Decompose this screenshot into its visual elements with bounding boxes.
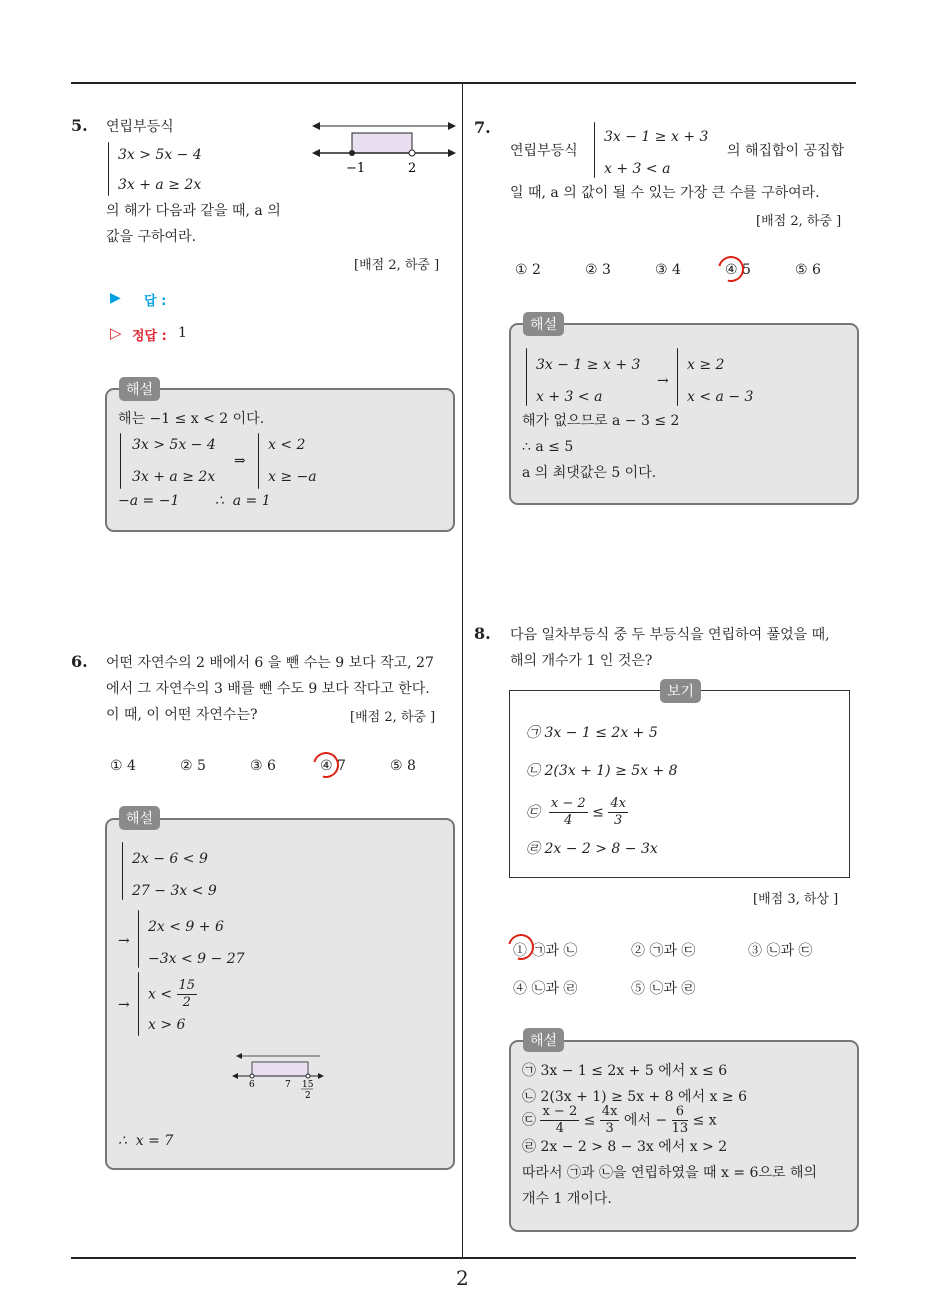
q5-sol-arrow: ⇒ bbox=[234, 453, 246, 469]
q6-sol-s2a: 2x < 9 + 6 bbox=[148, 919, 224, 935]
q8-sol-4: ㉣ 2x − 2 > 8 − 3x 에서 x > 2 bbox=[522, 1139, 728, 1155]
q8-line-2: 해의 개수가 1 인 것은? bbox=[510, 653, 653, 669]
q8-sol-2: ㉡ 2(3x + 1) ≥ 5x + 8 에서 x ≥ 6 bbox=[522, 1089, 747, 1105]
q6-line-2: 에서 그 자연수의 3 배를 뺀 수도 9 보다 작다고 한다. bbox=[106, 681, 430, 697]
q8-option-4[interactable]: ④ ㉡과 ㉣ bbox=[513, 981, 578, 997]
q8-sol-6: 개수 1 개이다. bbox=[522, 1191, 612, 1207]
q5-brace bbox=[108, 142, 109, 196]
q8-item-3-mark: ㉢ bbox=[526, 804, 540, 821]
q6-line-1: 어떤 자연수의 2 배에서 6 을 뺀 수는 9 보다 작고, 27 bbox=[106, 655, 434, 671]
q6-arrow-2: → bbox=[118, 997, 130, 1013]
q8-option-3[interactable]: ③ ㉡과 ㉢ bbox=[748, 943, 813, 959]
q8-option-2[interactable]: ② ㉠과 ㉢ bbox=[631, 943, 696, 959]
q7-stem-1: 연립부등식 bbox=[510, 143, 578, 159]
q7-option-3[interactable]: ③ 4 bbox=[655, 262, 681, 278]
q6-sol-s2b: −3x < 9 − 27 bbox=[148, 951, 245, 967]
q5-number-line bbox=[310, 118, 460, 178]
q8-item-4: ㉣ 2x − 2 > 8 − 3x bbox=[526, 841, 658, 857]
q5-correct-value: 1 bbox=[178, 325, 187, 341]
q8-number: 8. bbox=[474, 624, 491, 643]
play-icon: ▶ bbox=[110, 290, 121, 306]
q7-sol-4: ∴ a ≤ 5 bbox=[522, 439, 574, 455]
q8-sol-3: ㉢ $\frac{x - 2}{4}$ ≤ $\frac{4x}{3}$ 에서 − $\frac{6}{13}$ ≤ x bbox=[522, 1104, 717, 1136]
q7-number: 7. bbox=[474, 118, 491, 137]
q6-option-4[interactable]: ④ 7 bbox=[320, 758, 346, 774]
q7-option-5[interactable]: ⑤ 6 bbox=[795, 262, 821, 278]
q5-ineq-1: 3x > 5x − 4 bbox=[118, 147, 202, 163]
q6-sol-s3a-frac: $\frac{15}{2}$ bbox=[178, 978, 196, 1010]
q5-nl-left-label: −1 bbox=[346, 161, 366, 176]
bottom-rule bbox=[71, 1257, 856, 1259]
q6-solution-tag: 해설 bbox=[119, 806, 160, 830]
q5-sol-brace-left bbox=[120, 433, 121, 489]
q5-sol-1: 해는 −1 ≤ x < 2 이다. bbox=[118, 411, 265, 427]
q6-sol-s3b: x > 6 bbox=[148, 1017, 186, 1033]
q6-selected-circle bbox=[308, 747, 344, 783]
q5-correct-label: 정답 : bbox=[132, 329, 167, 344]
q5-nl-right-label: 2 bbox=[408, 161, 417, 176]
q6-option-5[interactable]: ⑤ 8 bbox=[390, 758, 416, 774]
q5-answer-label: 답 : bbox=[144, 294, 167, 309]
q6-nl-label-7: 7 bbox=[285, 1080, 291, 1090]
q5-number: 5. bbox=[71, 116, 88, 135]
q8-item-1: ㉠ 3x − 1 ≤ 2x + 5 bbox=[526, 725, 658, 741]
q6-sol-brace-3 bbox=[138, 972, 139, 1036]
q7-stem-3: 일 때, a 의 값이 될 수 있는 가장 큰 수를 구하여라. bbox=[510, 185, 820, 201]
q6-nl-label-15: 15 bbox=[302, 1080, 314, 1090]
q7-sol-arrow: → bbox=[657, 373, 669, 389]
q6-sol-s3a bbox=[148, 978, 197, 1011]
q6-score: [배점 2, 하중 ] bbox=[350, 710, 436, 725]
q5-stem-3: 값을 구하여라. bbox=[106, 229, 197, 245]
q6-option-1[interactable]: ① 4 bbox=[110, 758, 136, 774]
q7-option-1[interactable]: ① 2 bbox=[515, 262, 541, 278]
q5-score: [배점 2, 하중 ] bbox=[354, 258, 440, 273]
q7-option-2[interactable]: ② 3 bbox=[585, 262, 611, 278]
q5-stem-2: 의 해가 다음과 같을 때, a 의 bbox=[106, 203, 281, 219]
q7-sol-5: a 의 최댓값은 5 이다. bbox=[522, 465, 657, 481]
q8-option-5[interactable]: ⑤ ㉡과 ㉣ bbox=[631, 981, 696, 997]
q7-sol-brace-left bbox=[526, 348, 527, 406]
column-divider bbox=[462, 84, 463, 1258]
q7-ineq-1: 3x − 1 ≥ x + 3 bbox=[604, 129, 709, 145]
q5-sol-b2: x ≥ −a bbox=[268, 469, 317, 485]
q8-bogi-tag: 보기 bbox=[660, 679, 701, 703]
q7-sol-a2: x + 3 < a bbox=[536, 389, 603, 405]
q6-number: 6. bbox=[71, 652, 88, 671]
q7-sol-3: 해가 없으므로 a − 3 ≤ 2 bbox=[522, 413, 680, 429]
q8-option-1[interactable]: ① ㉠과 ㉡ bbox=[513, 943, 578, 959]
q8-item-2: ㉡ 2(3x + 1) ≥ 5x + 8 bbox=[526, 763, 678, 779]
q6-sol-s1b: 27 − 3x < 9 bbox=[132, 883, 217, 899]
q6-number-line bbox=[232, 1050, 324, 1100]
q5-ineq-2: 3x + a ≥ 2x bbox=[118, 177, 202, 193]
q6-sol-brace-1 bbox=[122, 842, 123, 900]
q7-stem-2: 의 해집합이 공집합 bbox=[727, 143, 845, 159]
q7-option-4[interactable]: ④ 5 bbox=[725, 262, 751, 278]
q7-brace bbox=[594, 122, 595, 178]
top-rule bbox=[71, 82, 856, 84]
q7-sol-brace-right bbox=[677, 348, 678, 406]
q5-sol-b1: x < 2 bbox=[268, 437, 306, 453]
q6-sol-s1a: 2x − 6 < 9 bbox=[132, 851, 208, 867]
q6-arrow-1: → bbox=[118, 933, 130, 949]
q7-ineq-2: x + 3 < a bbox=[604, 161, 671, 177]
q6-option-2[interactable]: ② 5 bbox=[180, 758, 206, 774]
q8-score: [배점 3, 하상 ] bbox=[753, 892, 839, 907]
q8-item-3: ㉢ $\frac{x - 2}{4}$ ≤ $\frac{4x}{3}$ bbox=[526, 796, 626, 828]
page-number: 2 bbox=[456, 1266, 469, 1290]
q6-line-3: 이 때, 이 어떤 자연수는? bbox=[106, 707, 258, 723]
q7-selected-circle bbox=[713, 251, 749, 287]
q8-sol-5: 따라서 ㉠과 ㉡을 연립하였을 때 x = 6으로 해의 bbox=[522, 1165, 817, 1181]
q5-sol-last: −a = −1 ∴ a = 1 bbox=[118, 493, 271, 509]
q7-sol-b1: x ≥ 2 bbox=[687, 357, 725, 373]
q7-solution-tag: 해설 bbox=[523, 312, 564, 336]
q8-line-1: 다음 일차부등식 중 두 부등식을 연립하여 풀었을 때, bbox=[510, 627, 830, 643]
q8-solution-tag: 해설 bbox=[523, 1028, 564, 1052]
q8-sol-1: ㉠ 3x − 1 ≤ 2x + 5 에서 x ≤ 6 bbox=[522, 1063, 728, 1079]
q5-solution-tag: 해설 bbox=[119, 377, 160, 401]
q6-sol-s3a-left: x < bbox=[148, 986, 173, 1003]
q5-sol-brace-right bbox=[258, 433, 259, 489]
q6-nl-label-6: 6 bbox=[249, 1080, 255, 1090]
q7-sol-b2: x < a − 3 bbox=[687, 389, 754, 405]
q6-sol-brace-2 bbox=[138, 910, 139, 968]
q7-sol-a1: 3x − 1 ≥ x + 3 bbox=[536, 357, 641, 373]
q7-score: [배점 2, 하중 ] bbox=[756, 214, 842, 229]
q6-conclusion: ∴ x = 7 bbox=[118, 1133, 174, 1149]
play-outline-icon: ▷ bbox=[110, 324, 122, 342]
q5-stem-1: 연립부등식 bbox=[106, 119, 174, 135]
q5-sol-a2: 3x + a ≥ 2x bbox=[132, 469, 216, 485]
q5-sol-a1: 3x > 5x − 4 bbox=[132, 437, 216, 453]
q6-nl-label-2: 2 bbox=[305, 1091, 311, 1100]
q6-option-3[interactable]: ③ 6 bbox=[250, 758, 276, 774]
